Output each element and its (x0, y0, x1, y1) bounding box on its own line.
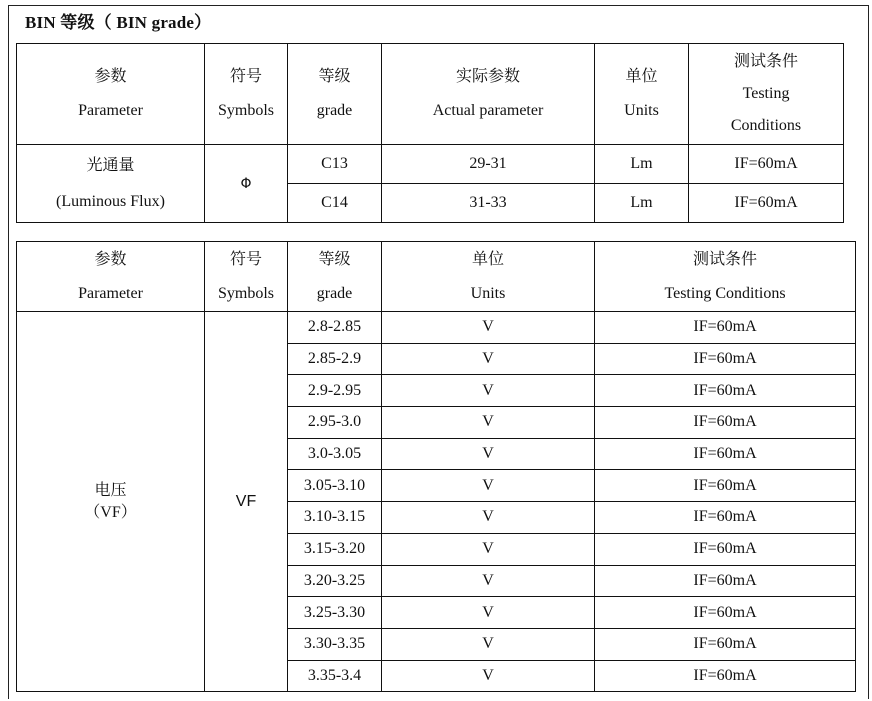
condition-cell: IF=60mA (595, 628, 856, 660)
grade-cell: 3.05-3.10 (288, 470, 382, 502)
header-parameter (17, 242, 205, 312)
table-row (17, 312, 856, 344)
header-units (382, 242, 595, 312)
header-en: grade (316, 284, 353, 302)
page-title: BIN 等级（ BIN grade） (25, 13, 212, 32)
symbol-cell: Φ (205, 145, 288, 223)
condition-cell: IF=60mA (595, 375, 856, 407)
param-cn: 电压 (94, 481, 127, 499)
header-en: Units (470, 284, 506, 302)
grade-cell: 3.10-3.15 (288, 502, 382, 534)
symbol-cell: VF (205, 312, 288, 692)
header-units (595, 44, 689, 145)
header-cn: 单位 (471, 250, 504, 268)
unit-cell: V (382, 407, 595, 439)
header-symbols (205, 44, 288, 145)
unit-cell: Lm (595, 145, 689, 184)
header-cn: 等级 (318, 250, 351, 268)
param-en: (Luminous Flux) (56, 192, 165, 210)
condition-cell: IF=60mA (595, 502, 856, 534)
unit-cell: V (382, 533, 595, 565)
param-cell (17, 145, 205, 223)
grade-cell: 2.8-2.85 (288, 312, 382, 344)
header-testing-conditions (689, 44, 844, 145)
header-testing-conditions (595, 242, 856, 312)
table-row (17, 145, 844, 184)
condition-cell: IF=60mA (595, 660, 856, 692)
param-cn: 光通量 (86, 156, 135, 174)
unit-cell: Lm (595, 184, 689, 223)
table-header-row (17, 242, 856, 312)
header-cn: 符号 (229, 68, 262, 85)
header-cn: 实际参数 (455, 68, 520, 85)
unit-cell: V (382, 565, 595, 597)
condition-cell: IF=60mA (689, 184, 844, 223)
condition-cell: IF=60mA (689, 145, 844, 184)
grade-cell: 3.25-3.30 (288, 597, 382, 629)
condition-cell: IF=60mA (595, 438, 856, 470)
condition-cell: IF=60mA (595, 565, 856, 597)
header-cn: 单位 (625, 68, 658, 85)
header-parameter (17, 44, 205, 145)
header-cn: 测试条件 (692, 250, 757, 268)
condition-cell: IF=60mA (595, 312, 856, 344)
grade-cell: C13 (288, 145, 382, 184)
header-cn: 符号 (229, 250, 262, 268)
unit-cell: V (382, 343, 595, 375)
header-en: Symbols (217, 102, 274, 119)
header-actual-parameter (382, 44, 595, 145)
voltage-table (16, 241, 856, 692)
header-grade (288, 44, 382, 145)
unit-cell: V (382, 438, 595, 470)
grade-cell: 3.0-3.05 (288, 438, 382, 470)
luminous-flux-table (16, 43, 844, 223)
header-en: Units (624, 102, 659, 119)
header-symbols (205, 242, 288, 312)
unit-cell: V (382, 628, 595, 660)
header-cn: 参数 (94, 68, 127, 85)
header-en: Parameter (78, 284, 143, 302)
header-en: Testing Conditions (664, 284, 786, 302)
unit-cell: V (382, 312, 595, 344)
actual-cell: 29-31 (382, 145, 595, 184)
grade-cell: 2.9-2.95 (288, 375, 382, 407)
unit-cell: V (382, 375, 595, 407)
grade-cell: 3.20-3.25 (288, 565, 382, 597)
header-en: Testing (742, 85, 790, 102)
header-en: Parameter (78, 102, 143, 119)
condition-cell: IF=60mA (595, 407, 856, 439)
condition-cell: IF=60mA (595, 597, 856, 629)
unit-cell: V (382, 597, 595, 629)
condition-cell: IF=60mA (595, 533, 856, 565)
header-en: Symbols (217, 284, 274, 302)
header-cn: 参数 (94, 250, 127, 268)
grade-cell: 3.35-3.4 (288, 660, 382, 692)
unit-cell: V (382, 660, 595, 692)
grade-cell: 2.85-2.9 (288, 343, 382, 375)
header-en: grade (316, 102, 353, 119)
table-header-row (17, 44, 844, 145)
grade-cell: 3.15-3.20 (288, 533, 382, 565)
header-cn: 等级 (318, 68, 351, 85)
grade-cell: 3.30-3.35 (288, 628, 382, 660)
header-en: Actual parameter (432, 102, 544, 119)
unit-cell: V (382, 470, 595, 502)
header-grade (288, 242, 382, 312)
condition-cell: IF=60mA (595, 470, 856, 502)
grade-cell: 2.95-3.0 (288, 407, 382, 439)
param-cell (17, 312, 205, 692)
header-cn: 测试条件 (733, 53, 798, 70)
actual-cell: 31-33 (382, 184, 595, 223)
condition-cell: IF=60mA (595, 343, 856, 375)
header-en: Conditions (730, 117, 802, 134)
param-en: （VF） (84, 503, 137, 521)
unit-cell: V (382, 502, 595, 534)
grade-cell: C14 (288, 184, 382, 223)
